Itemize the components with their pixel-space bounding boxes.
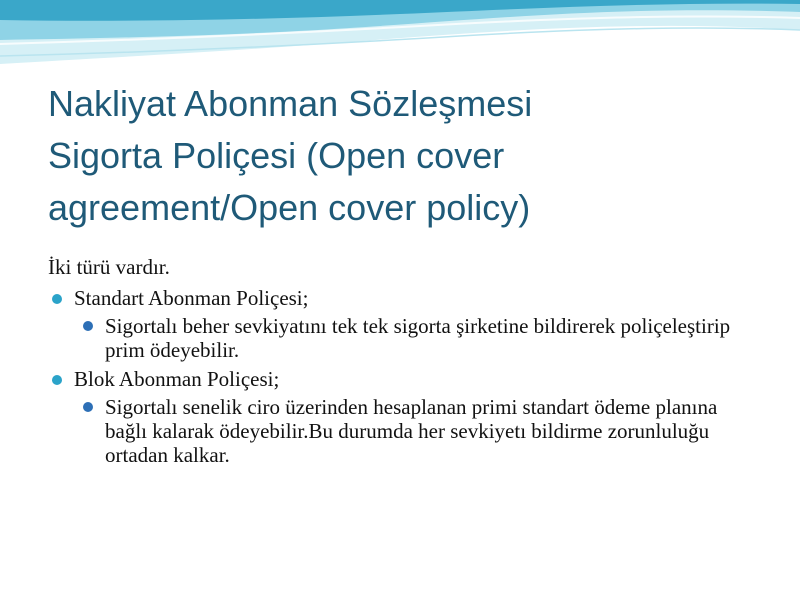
title-line: Nakliyat Abonman Sözleşmesi — [48, 83, 533, 124]
title-line: Sigorta Poliçesi (Open cover — [48, 135, 505, 176]
title-line: agreement/Open cover policy) — [48, 187, 531, 228]
sub-bullet-item — [48, 314, 748, 362]
sub-bullet-dot-icon — [83, 321, 93, 331]
bullet-dot-icon — [52, 294, 62, 304]
sub-bullet-item — [48, 395, 748, 467]
bullet-item — [48, 365, 748, 394]
sub-bullet-text: Sigortalı beher sevkiyatını tek tek sigorta şirketine bildirerek poliçeleştirip prim ödeyebilir. — [105, 314, 731, 362]
intro-text: İki türü vardır. — [48, 255, 170, 279]
bullet-label: Standart Abonman Poliçesi; — [74, 286, 309, 310]
slide-title — [48, 78, 768, 234]
slide-body — [48, 253, 748, 470]
bullet-dot-icon — [52, 375, 62, 385]
bullet-label: Blok Abonman Poliçesi; — [74, 367, 280, 391]
bullet-item — [48, 284, 748, 313]
sub-bullet-dot-icon — [83, 402, 93, 412]
sub-bullet-text: Sigortalı senelik ciro üzerinden hesaplanan primi standart ödeme planına bağlı kalarak ödeyebilir.Bu durumda her sevkiyetı bildirme zorunluluğu ortadan kalkar. — [105, 395, 718, 467]
